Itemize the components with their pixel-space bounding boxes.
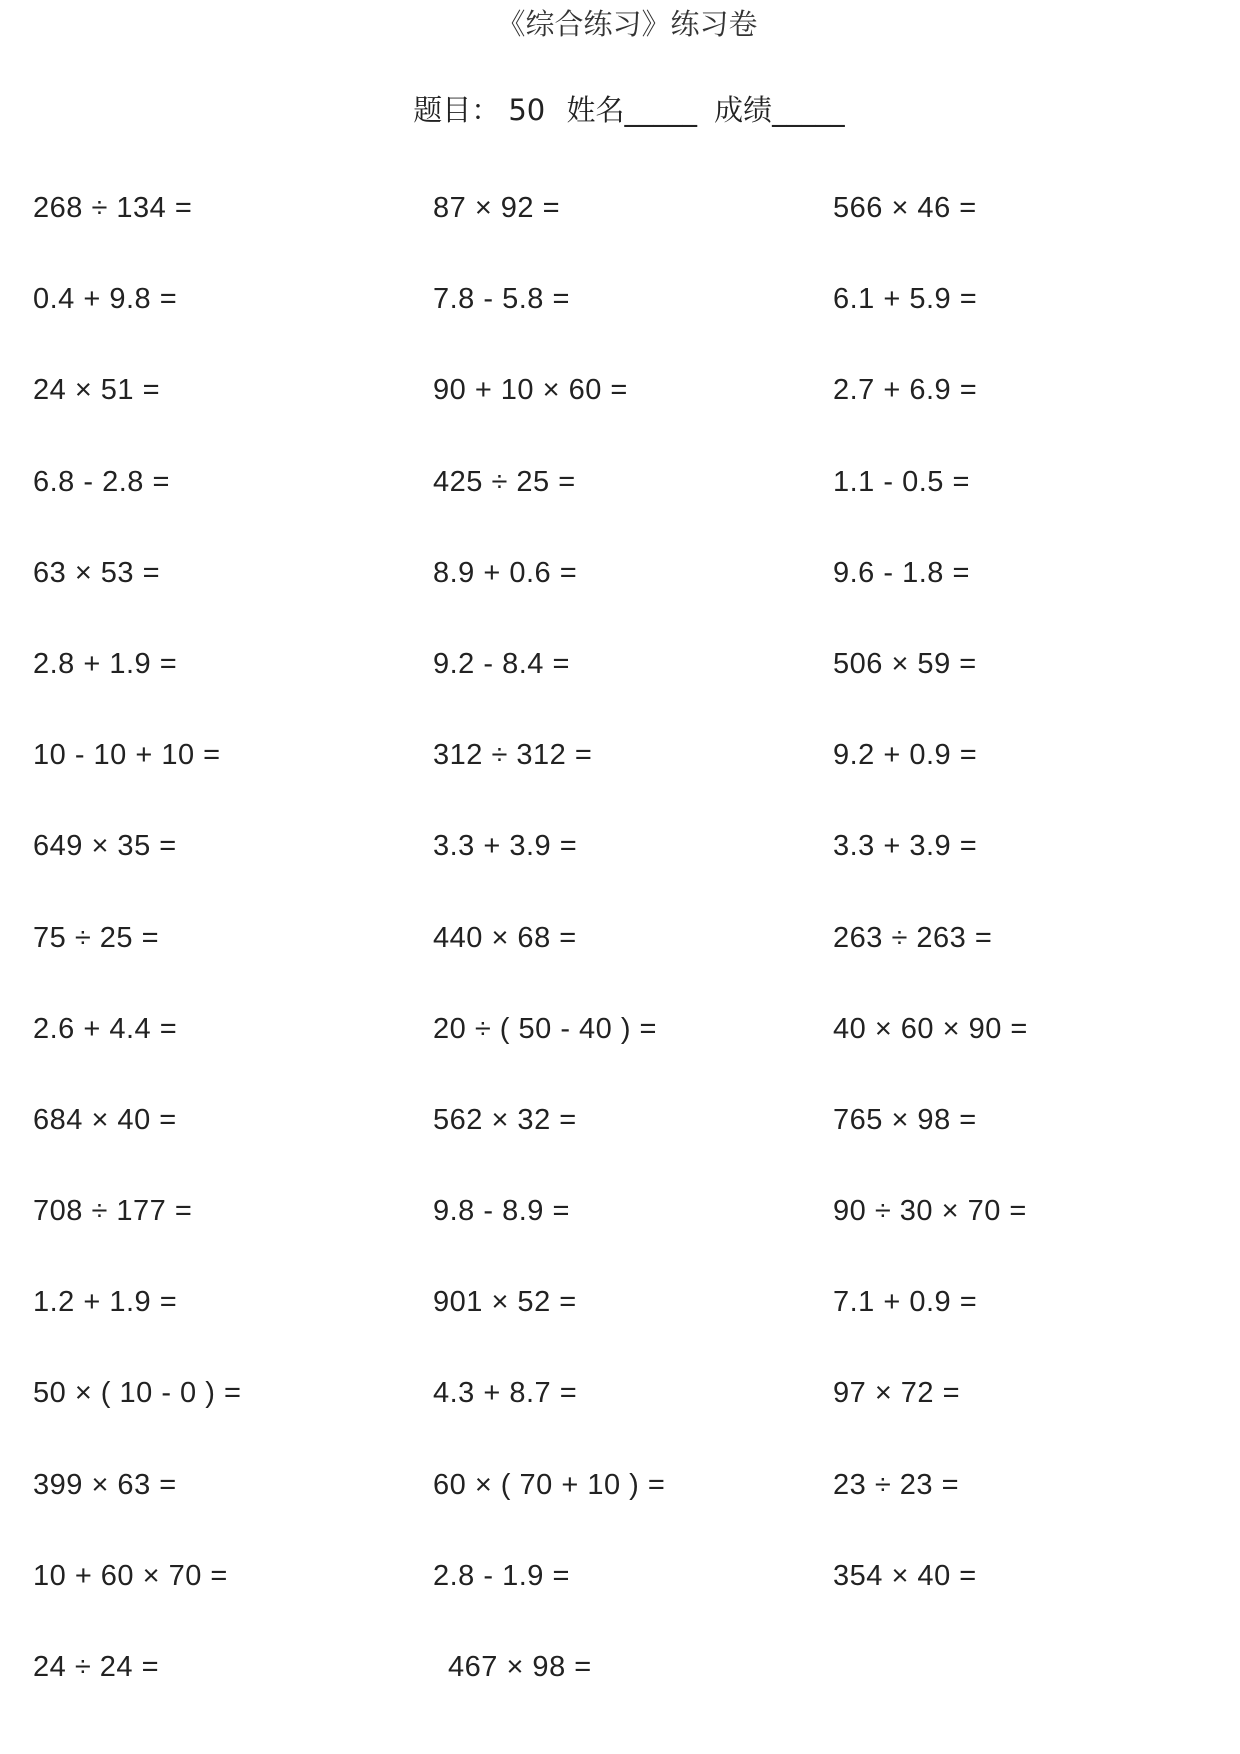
math-problem: 63 × 53 = xyxy=(33,556,161,589)
score-field: 成绩_____ xyxy=(714,93,845,127)
math-problem: 24 ÷ 24 = xyxy=(33,1651,160,1683)
problem-row xyxy=(33,1098,1233,1189)
problem-row xyxy=(33,733,1233,824)
math-problem: 467 × 98 = xyxy=(448,1651,592,1683)
math-problem: 0.4 + 9.8 = xyxy=(33,283,178,316)
math-problem: 7.1 + 0.9 = xyxy=(833,1286,978,1319)
math-problem: 2.7 + 6.9 = xyxy=(833,374,978,407)
question-count-value: 50 xyxy=(508,93,546,127)
math-problem: 263 ÷ 263 = xyxy=(833,921,993,954)
math-problem: 97 × 72 = xyxy=(833,1377,961,1410)
math-problem: 87 × 92 = xyxy=(433,192,561,224)
math-problem: 8.9 + 0.6 = xyxy=(433,556,578,589)
math-problem: 354 × 40 = xyxy=(833,1559,977,1592)
question-count xyxy=(409,93,549,127)
math-problem: 90 ÷ 30 × 70 = xyxy=(833,1195,1027,1228)
math-problem: 566 × 46 = xyxy=(833,192,977,224)
problem-row xyxy=(33,1463,1233,1554)
math-problem: 7.8 - 5.8 = xyxy=(433,283,570,316)
math-problem: 10 - 10 + 10 = xyxy=(33,739,221,772)
math-problem: 708 ÷ 177 = xyxy=(33,1195,193,1228)
math-problem: 440 × 68 = xyxy=(433,921,577,954)
math-problem: 3.3 + 3.9 = xyxy=(433,830,578,863)
problem-row xyxy=(33,1280,1233,1371)
problem-row xyxy=(33,1371,1233,1462)
math-problem: 9.8 - 8.9 = xyxy=(433,1195,570,1228)
math-problem: 399 × 63 = xyxy=(33,1468,177,1501)
problem-row xyxy=(33,460,1233,551)
worksheet-header xyxy=(0,88,1240,129)
math-problem: 20 ÷ ( 50 - 40 ) = xyxy=(433,1012,657,1045)
math-problem: 90 + 10 × 60 = xyxy=(433,374,628,407)
problem-row xyxy=(33,186,1233,277)
problem-row xyxy=(33,1189,1233,1280)
math-problem: 9.2 - 8.4 = xyxy=(433,647,570,680)
math-problem: 562 × 32 = xyxy=(433,1103,577,1136)
problem-row xyxy=(33,551,1233,642)
name-field: 姓名_____ xyxy=(566,93,697,127)
math-problem: 4.3 + 8.7 = xyxy=(433,1377,578,1410)
math-problem: 649 × 35 = xyxy=(33,830,177,863)
problem-row xyxy=(33,1554,1233,1645)
math-problem: 10 + 60 × 70 = xyxy=(33,1559,228,1592)
worksheet-title: 《综合练习》练习卷 xyxy=(496,7,758,41)
math-problem: 23 ÷ 23 = xyxy=(833,1468,960,1501)
math-problem: 1.1 - 0.5 = xyxy=(833,465,970,498)
math-problem: 901 × 52 = xyxy=(433,1286,577,1319)
math-problem: 9.6 - 1.8 = xyxy=(833,556,970,589)
math-problem: 684 × 40 = xyxy=(33,1103,177,1136)
problem-row xyxy=(33,368,1233,459)
math-problem: 2.8 + 1.9 = xyxy=(33,647,178,680)
math-problem: 268 ÷ 134 = xyxy=(33,192,193,224)
problem-grid xyxy=(33,186,1233,1736)
math-problem: 6.1 + 5.9 = xyxy=(833,283,978,316)
problem-row xyxy=(33,277,1233,368)
math-problem: 24 × 51 = xyxy=(33,374,161,407)
problem-row xyxy=(33,916,1233,1007)
math-problem: 75 ÷ 25 = xyxy=(33,921,160,954)
math-problem: 60 × ( 70 + 10 ) = xyxy=(433,1468,666,1501)
problem-row xyxy=(33,824,1233,915)
math-problem: 50 × ( 10 - 0 ) = xyxy=(33,1377,242,1410)
math-problem: 1.2 + 1.9 = xyxy=(33,1286,178,1319)
math-problem: 2.6 + 4.4 = xyxy=(33,1012,178,1045)
question-count-label: 题目： xyxy=(413,93,501,127)
math-problem: 40 × 60 × 90 = xyxy=(833,1012,1028,1045)
math-problem: 506 × 59 = xyxy=(833,647,977,680)
math-problem: 2.8 - 1.9 = xyxy=(433,1559,570,1592)
math-problem: 312 ÷ 312 = xyxy=(433,739,593,772)
math-problem: 3.3 + 3.9 = xyxy=(833,830,978,863)
math-problem: 9.2 + 0.9 = xyxy=(833,739,978,772)
math-problem: 765 × 98 = xyxy=(833,1103,977,1136)
problem-row xyxy=(33,1645,1233,1736)
problem-row xyxy=(33,1007,1233,1098)
math-problem: 425 ÷ 25 = xyxy=(433,465,576,498)
math-problem: 6.8 - 2.8 = xyxy=(33,465,170,498)
problem-row xyxy=(33,642,1233,733)
